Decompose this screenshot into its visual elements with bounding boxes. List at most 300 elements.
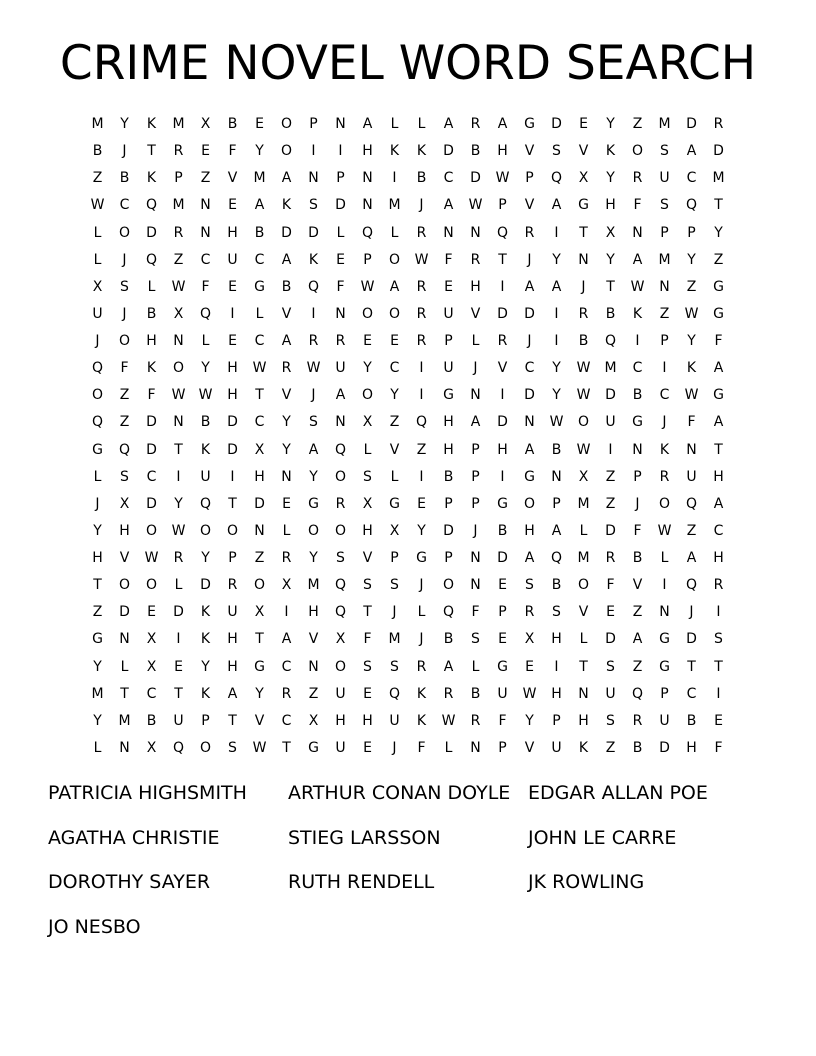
grid-letter: P bbox=[363, 251, 372, 268]
grid-letter: N bbox=[551, 468, 562, 485]
grid-letter: Q bbox=[307, 278, 320, 295]
grid-letter: X bbox=[173, 305, 184, 322]
grid-letter: F bbox=[714, 739, 723, 756]
grid-letter: Y bbox=[606, 116, 615, 133]
grid-row bbox=[84, 382, 732, 409]
grid-letter: P bbox=[660, 224, 669, 241]
grid-letter: F bbox=[444, 251, 453, 268]
grid-letter: P bbox=[471, 441, 480, 458]
grid-letter: P bbox=[498, 604, 507, 621]
grid-letter: I bbox=[716, 685, 721, 702]
grid-letter: W bbox=[441, 712, 456, 729]
grid-row bbox=[84, 301, 732, 328]
grid-letter: B bbox=[551, 441, 562, 458]
grid-letter: V bbox=[524, 197, 535, 214]
grid-letter: U bbox=[200, 468, 211, 485]
grid-letter: P bbox=[525, 170, 534, 187]
grid-letter: R bbox=[470, 712, 481, 729]
grid-letter: F bbox=[498, 712, 507, 729]
grid-letter: L bbox=[363, 441, 372, 458]
grid-letter: C bbox=[281, 712, 292, 729]
grid-letter: S bbox=[552, 143, 561, 160]
grid-letter: N bbox=[632, 224, 643, 241]
grid-letter: A bbox=[227, 685, 238, 702]
grid-letter: H bbox=[227, 631, 238, 648]
grid-letter: O bbox=[361, 305, 374, 322]
grid-letter: E bbox=[417, 495, 426, 512]
grid-letter: A bbox=[281, 333, 292, 350]
grid-letter: B bbox=[632, 739, 643, 756]
grid-letter: E bbox=[390, 333, 399, 350]
grid-letter: P bbox=[444, 333, 453, 350]
grid-letter: N bbox=[362, 197, 373, 214]
grid-letter: Z bbox=[632, 116, 643, 133]
grid-letter: A bbox=[524, 441, 535, 458]
grid-letter: Y bbox=[552, 387, 561, 404]
grid-letter: B bbox=[632, 387, 643, 404]
grid-letter: G bbox=[254, 658, 265, 675]
grid-letter: Q bbox=[145, 197, 158, 214]
grid-letter: B bbox=[470, 143, 481, 160]
grid-letter: O bbox=[442, 577, 455, 594]
grid-letter: X bbox=[605, 224, 616, 241]
grid-letter: Y bbox=[390, 387, 399, 404]
grid-letter: N bbox=[119, 739, 130, 756]
grid-letter: D bbox=[497, 305, 508, 322]
grid-letter: H bbox=[119, 522, 130, 539]
grid-letter: Z bbox=[389, 414, 400, 431]
grid-letter: X bbox=[578, 468, 589, 485]
grid-letter: G bbox=[713, 305, 724, 322]
grid-letter: C bbox=[389, 360, 400, 377]
grid-letter: J bbox=[662, 414, 667, 431]
grid-letter: X bbox=[146, 631, 157, 648]
grid-letter: T bbox=[363, 604, 372, 621]
grid-letter: N bbox=[200, 197, 211, 214]
grid-letter: W bbox=[252, 360, 267, 377]
grid-letter: U bbox=[659, 712, 670, 729]
grid-letter: R bbox=[605, 550, 616, 567]
grid-letter: G bbox=[524, 468, 535, 485]
grid-letter: O bbox=[280, 116, 293, 133]
grid-letter: Q bbox=[334, 441, 347, 458]
grid-letter: Z bbox=[92, 170, 103, 187]
grid-letter: S bbox=[228, 739, 237, 756]
grid-letter: L bbox=[444, 739, 453, 756]
grid-letter: A bbox=[632, 251, 643, 268]
grid-letter: I bbox=[608, 441, 613, 458]
grid-letter: X bbox=[146, 739, 157, 756]
grid-letter: S bbox=[336, 550, 345, 567]
grid-letter: O bbox=[145, 522, 158, 539]
grid-letter: J bbox=[392, 739, 397, 756]
grid-letter: M bbox=[91, 116, 104, 133]
grid-letter: U bbox=[659, 170, 670, 187]
grid-letter: I bbox=[500, 278, 505, 295]
grid-letter: R bbox=[281, 685, 292, 702]
grid-letter: D bbox=[605, 522, 616, 539]
grid-letter: N bbox=[632, 441, 643, 458]
grid-letter: I bbox=[554, 224, 559, 241]
letter-grid bbox=[84, 111, 732, 762]
grid-letter: H bbox=[524, 522, 535, 539]
grid-letter: A bbox=[470, 414, 481, 431]
grid-letter: S bbox=[552, 604, 561, 621]
grid-letter: S bbox=[120, 278, 129, 295]
grid-letter: V bbox=[227, 170, 238, 187]
grid-letter: N bbox=[308, 170, 319, 187]
grid-letter: R bbox=[470, 116, 481, 133]
grid-row bbox=[84, 274, 732, 301]
grid-letter: S bbox=[363, 468, 372, 485]
grid-letter: L bbox=[93, 251, 102, 268]
grid-letter: J bbox=[95, 495, 100, 512]
grid-letter: N bbox=[578, 251, 589, 268]
grid-letter: P bbox=[498, 197, 507, 214]
grid-letter: Q bbox=[91, 414, 104, 431]
grid-letter: S bbox=[120, 468, 129, 485]
grid-letter: Y bbox=[201, 360, 210, 377]
grid-row bbox=[84, 247, 732, 274]
grid-letter: R bbox=[308, 333, 319, 350]
grid-letter: H bbox=[92, 550, 103, 567]
grid-letter: B bbox=[632, 550, 643, 567]
grid-letter: C bbox=[524, 360, 535, 377]
grid-letter: F bbox=[417, 739, 426, 756]
grid-letter: K bbox=[146, 116, 157, 133]
grid-letter: I bbox=[500, 387, 505, 404]
grid-letter: T bbox=[228, 495, 237, 512]
grid-letter: J bbox=[311, 387, 316, 404]
grid-letter: N bbox=[470, 387, 481, 404]
grid-letter: X bbox=[524, 631, 535, 648]
grid-letter: O bbox=[334, 468, 347, 485]
grid-letter: W bbox=[684, 387, 699, 404]
grid-letter: B bbox=[551, 577, 562, 594]
grid-letter: S bbox=[471, 631, 480, 648]
grid-letter: U bbox=[497, 685, 508, 702]
grid-letter: P bbox=[444, 550, 453, 567]
grid-letter: X bbox=[200, 116, 211, 133]
grid-letter: O bbox=[577, 577, 590, 594]
grid-letter: U bbox=[335, 360, 346, 377]
grid-letter: K bbox=[686, 360, 697, 377]
grid-letter: R bbox=[416, 224, 427, 241]
grid-letter: N bbox=[578, 685, 589, 702]
grid-letter: Z bbox=[92, 604, 103, 621]
grid-letter: L bbox=[390, 116, 399, 133]
grid-letter: R bbox=[713, 116, 724, 133]
grid-letter: U bbox=[173, 712, 184, 729]
grid-letter: U bbox=[443, 305, 454, 322]
grid-letter: A bbox=[524, 550, 535, 567]
grid-letter: Q bbox=[604, 333, 617, 350]
grid-letter: U bbox=[389, 712, 400, 729]
grid-letter: K bbox=[200, 685, 211, 702]
grid-letter: A bbox=[713, 495, 724, 512]
grid-letter: E bbox=[714, 712, 723, 729]
grid-letter: X bbox=[92, 278, 103, 295]
grid-letter: H bbox=[551, 685, 562, 702]
grid-letter: L bbox=[201, 333, 210, 350]
grid-letter: Y bbox=[93, 658, 102, 675]
grid-letter: D bbox=[497, 414, 508, 431]
grid-letter: J bbox=[419, 577, 424, 594]
grid-letter: A bbox=[281, 631, 292, 648]
grid-letter: A bbox=[389, 278, 400, 295]
grid-letter: D bbox=[146, 495, 157, 512]
grid-letter: T bbox=[606, 278, 615, 295]
grid-letter: E bbox=[282, 495, 291, 512]
grid-letter: Q bbox=[685, 577, 698, 594]
grid-letter: D bbox=[713, 143, 724, 160]
grid-letter: N bbox=[443, 224, 454, 241]
grid-letter: U bbox=[227, 251, 238, 268]
grid-letter: J bbox=[635, 495, 640, 512]
grid-letter: A bbox=[713, 360, 724, 377]
grid-letter: M bbox=[388, 197, 401, 214]
grid-letter: S bbox=[714, 631, 723, 648]
grid-letter: I bbox=[176, 631, 181, 648]
grid-letter: E bbox=[363, 739, 372, 756]
grid-letter: Y bbox=[201, 550, 210, 567]
grid-letter: E bbox=[579, 116, 588, 133]
grid-letter: Y bbox=[255, 143, 264, 160]
grid-letter: P bbox=[471, 468, 480, 485]
grid-letter: J bbox=[122, 143, 127, 160]
grid-letter: A bbox=[551, 522, 562, 539]
grid-letter: T bbox=[714, 658, 723, 675]
grid-letter: I bbox=[311, 143, 316, 160]
grid-letter: Q bbox=[388, 685, 401, 702]
grid-letter: D bbox=[443, 143, 454, 160]
word-list-item: JO NESBO bbox=[48, 915, 141, 938]
grid-letter: H bbox=[227, 224, 238, 241]
grid-letter: H bbox=[713, 550, 724, 567]
grid-letter: I bbox=[662, 360, 667, 377]
grid-letter: B bbox=[578, 333, 589, 350]
grid-letter: D bbox=[335, 197, 346, 214]
grid-letter: R bbox=[335, 333, 346, 350]
grid-letter: R bbox=[281, 360, 292, 377]
grid-row bbox=[84, 328, 732, 355]
grid-letter: L bbox=[174, 577, 183, 594]
grid-letter: H bbox=[497, 441, 508, 458]
grid-letter: Y bbox=[606, 170, 615, 187]
grid-letter: H bbox=[227, 658, 238, 675]
grid-letter: U bbox=[605, 685, 616, 702]
grid-row bbox=[84, 626, 732, 653]
grid-letter: E bbox=[201, 143, 210, 160]
grid-letter: L bbox=[93, 224, 102, 241]
grid-letter: O bbox=[334, 658, 347, 675]
grid-letter: N bbox=[335, 305, 346, 322]
grid-letter: D bbox=[227, 414, 238, 431]
grid-letter: Y bbox=[687, 251, 696, 268]
grid-letter: P bbox=[174, 170, 183, 187]
grid-letter: X bbox=[389, 522, 400, 539]
grid-letter: Q bbox=[550, 170, 563, 187]
grid-letter: C bbox=[443, 170, 454, 187]
grid-letter: F bbox=[714, 333, 723, 350]
grid-letter: Q bbox=[685, 495, 698, 512]
grid-letter: Y bbox=[120, 116, 129, 133]
grid-letter: B bbox=[605, 305, 616, 322]
grid-letter: I bbox=[554, 658, 559, 675]
grid-letter: R bbox=[173, 550, 184, 567]
grid-letter: K bbox=[605, 143, 616, 160]
grid-letter: W bbox=[495, 170, 510, 187]
grid-letter: K bbox=[200, 441, 211, 458]
grid-letter: X bbox=[362, 495, 373, 512]
grid-letter: R bbox=[524, 224, 535, 241]
grid-letter: Y bbox=[309, 468, 318, 485]
grid-letter: C bbox=[146, 468, 157, 485]
grid-letter: P bbox=[660, 685, 669, 702]
grid-letter: G bbox=[443, 387, 454, 404]
grid-letter: E bbox=[498, 631, 507, 648]
grid-letter: Z bbox=[632, 658, 643, 675]
grid-letter: B bbox=[119, 170, 130, 187]
grid-letter: U bbox=[92, 305, 103, 322]
grid-row bbox=[84, 708, 732, 735]
grid-letter: U bbox=[335, 685, 346, 702]
grid-letter: U bbox=[335, 739, 346, 756]
grid-letter: R bbox=[416, 333, 427, 350]
grid-letter: K bbox=[200, 631, 211, 648]
grid-letter: Z bbox=[632, 604, 643, 621]
grid-letter: R bbox=[281, 550, 292, 567]
grid-letter: D bbox=[605, 631, 616, 648]
grid-letter: S bbox=[660, 197, 669, 214]
grid-letter: E bbox=[363, 333, 372, 350]
grid-letter: N bbox=[686, 441, 697, 458]
grid-letter: J bbox=[392, 604, 397, 621]
grid-letter: C bbox=[254, 251, 265, 268]
grid-letter: Y bbox=[525, 712, 534, 729]
grid-letter: S bbox=[390, 658, 399, 675]
grid-letter: Q bbox=[199, 305, 212, 322]
grid-letter: Y bbox=[255, 685, 264, 702]
grid-row bbox=[84, 437, 732, 464]
grid-letter: Q bbox=[415, 414, 428, 431]
grid-letter: Q bbox=[631, 685, 644, 702]
grid-letter: N bbox=[362, 170, 373, 187]
grid-letter: P bbox=[444, 495, 453, 512]
grid-letter: S bbox=[390, 577, 399, 594]
grid-letter: A bbox=[254, 197, 265, 214]
grid-letter: B bbox=[443, 468, 454, 485]
grid-letter: U bbox=[605, 414, 616, 431]
grid-letter: D bbox=[146, 224, 157, 241]
grid-letter: B bbox=[227, 116, 238, 133]
grid-letter: E bbox=[174, 658, 183, 675]
grid-letter: G bbox=[659, 658, 670, 675]
grid-letter: P bbox=[687, 224, 696, 241]
grid-letter: H bbox=[227, 360, 238, 377]
grid-letter: J bbox=[95, 333, 100, 350]
grid-letter: B bbox=[146, 712, 157, 729]
grid-letter: J bbox=[527, 333, 532, 350]
grid-letter: H bbox=[254, 468, 265, 485]
grid-letter: N bbox=[281, 468, 292, 485]
grid-letter: O bbox=[307, 522, 320, 539]
grid-letter: M bbox=[118, 712, 131, 729]
grid-letter: I bbox=[554, 305, 559, 322]
grid-letter: F bbox=[471, 604, 480, 621]
grid-letter: P bbox=[309, 116, 318, 133]
grid-letter: M bbox=[604, 360, 617, 377]
grid-row bbox=[84, 735, 732, 762]
grid-letter: J bbox=[689, 604, 694, 621]
grid-letter: I bbox=[230, 468, 235, 485]
grid-letter: Y bbox=[174, 495, 183, 512]
grid-letter: W bbox=[576, 360, 591, 377]
grid-letter: X bbox=[308, 712, 319, 729]
grid-letter: V bbox=[578, 604, 589, 621]
grid-letter: Z bbox=[200, 170, 211, 187]
grid-letter: V bbox=[119, 550, 130, 567]
grid-letter: P bbox=[552, 495, 561, 512]
grid-letter: N bbox=[470, 739, 481, 756]
grid-letter: C bbox=[254, 333, 265, 350]
grid-letter: D bbox=[308, 224, 319, 241]
grid-letter: O bbox=[361, 387, 374, 404]
grid-letter: H bbox=[578, 712, 589, 729]
grid-letter: F bbox=[687, 414, 696, 431]
grid-letter: Q bbox=[334, 577, 347, 594]
grid-letter: H bbox=[713, 468, 724, 485]
grid-row bbox=[84, 681, 732, 708]
grid-letter: Y bbox=[282, 441, 291, 458]
grid-letter: D bbox=[551, 116, 562, 133]
grid-letter: G bbox=[92, 631, 103, 648]
grid-letter: D bbox=[470, 170, 481, 187]
grid-letter: M bbox=[577, 550, 590, 567]
grid-letter: H bbox=[605, 197, 616, 214]
grid-letter: Y bbox=[417, 522, 426, 539]
grid-letter: Y bbox=[93, 522, 102, 539]
grid-letter: M bbox=[712, 170, 725, 187]
grid-letter: Q bbox=[145, 251, 158, 268]
grid-letter: L bbox=[417, 116, 426, 133]
grid-row bbox=[84, 355, 732, 382]
grid-letter: D bbox=[146, 414, 157, 431]
grid-letter: I bbox=[176, 468, 181, 485]
grid-letter: Q bbox=[334, 604, 347, 621]
grid-letter: S bbox=[309, 197, 318, 214]
grid-letter: G bbox=[254, 278, 265, 295]
grid-letter: X bbox=[119, 495, 130, 512]
grid-letter: E bbox=[498, 577, 507, 594]
grid-letter: H bbox=[362, 143, 373, 160]
word-list-item: DOROTHY SAYER bbox=[48, 871, 211, 893]
grid-letter: N bbox=[659, 278, 670, 295]
grid-letter: Q bbox=[496, 224, 509, 241]
grid-letter: X bbox=[362, 414, 373, 431]
grid-letter: Z bbox=[605, 468, 616, 485]
grid-letter: V bbox=[308, 631, 319, 648]
grid-letter: W bbox=[252, 739, 267, 756]
grid-letter: A bbox=[308, 441, 319, 458]
grid-letter: D bbox=[173, 604, 184, 621]
grid-letter: T bbox=[579, 658, 588, 675]
grid-letter: R bbox=[416, 658, 427, 675]
grid-letter: Z bbox=[119, 414, 130, 431]
grid-letter: O bbox=[334, 522, 347, 539]
grid-letter: W bbox=[468, 197, 483, 214]
grid-letter: A bbox=[362, 116, 373, 133]
